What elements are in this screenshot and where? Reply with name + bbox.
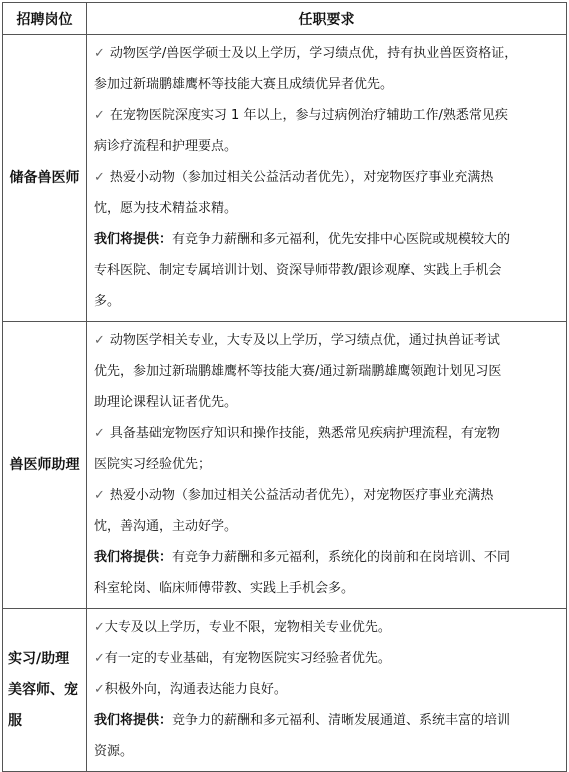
requirement-line: 病诊疗流程和护理要点。 bbox=[94, 139, 238, 154]
requirement-line: ✓ 热爱小动物（参加过相关公益活动者优先），对宠物医疗事业充满热 bbox=[94, 170, 494, 185]
offer-line: 我们将提供：竞争力的薪酬和多元福利、清晰发展通道、系统丰富的培训 bbox=[94, 713, 511, 728]
position-cell bbox=[3, 35, 87, 322]
checkmark-icon: ✓ bbox=[94, 426, 105, 441]
requirement-line: ✓积极外向，沟通表达能力良好。 bbox=[94, 682, 287, 697]
requirement-line: ✓ 动物医学/兽医学硕士及以上学历，学习绩点优，持有执业兽医资格证， bbox=[94, 46, 518, 61]
checkmark-icon: ✓ bbox=[94, 620, 105, 635]
header-requirements: 任职要求 bbox=[87, 3, 567, 35]
offer-label: 我们将提供： bbox=[94, 550, 173, 565]
checkmark-icon: ✓ bbox=[94, 108, 105, 123]
offer-label: 我们将提供： bbox=[94, 232, 173, 247]
requirement-line: 忱，善沟通，主动好学。 bbox=[94, 519, 238, 534]
table-row bbox=[3, 322, 567, 609]
offer-line: 多。 bbox=[94, 294, 121, 309]
requirements-cell bbox=[87, 35, 567, 322]
requirement-line: ✓有一定的专业基础，有宠物医院实习经验者优先。 bbox=[94, 651, 391, 666]
offer-line: 资源。 bbox=[94, 744, 134, 759]
position-name-line: 服 bbox=[8, 712, 22, 729]
position-name: 储备兽医师 bbox=[9, 169, 80, 186]
requirement-line: ✓大专及以上学历，专业不限，宠物相关专业优先。 bbox=[94, 620, 391, 635]
requirement-line: 优先，参加过新瑞鹏雄鹰杯等技能大赛/通过新瑞鹏雄鹰领跑计划见习医 bbox=[94, 364, 502, 379]
requirement-line: ✓ 热爱小动物（参加过相关公益活动者优先），对宠物医疗事业充满热 bbox=[94, 488, 494, 503]
offer-line: 科室轮岗、临床师傅带教、实践上手机会多。 bbox=[94, 581, 355, 596]
checkmark-icon: ✓ bbox=[94, 682, 105, 697]
position-cell bbox=[3, 609, 87, 772]
requirement-line: 忱，愿为技术精益求精。 bbox=[94, 201, 238, 216]
requirement-line: 助理论课程认证者优先。 bbox=[94, 395, 238, 410]
position-name-line: 美容师、宠 bbox=[8, 681, 78, 698]
position-cell bbox=[3, 322, 87, 609]
requirement-line: ✓ 动物医学相关专业，大专及以上学历，学习绩点优，通过执兽证考试 bbox=[94, 333, 500, 348]
checkmark-icon: ✓ bbox=[94, 488, 105, 503]
requirement-line: ✓ 具备基础宠物医疗知识和操作技能，熟悉常见疾病护理流程，有宠物 bbox=[94, 426, 500, 441]
checkmark-icon: ✓ bbox=[94, 170, 105, 185]
requirements-cell bbox=[87, 322, 567, 609]
offer-line: 专科医院、制定专属培训计划、资深导师带教/跟诊观摩、实践上手机会 bbox=[94, 263, 502, 278]
job-table bbox=[2, 2, 567, 772]
offer-line: 我们将提供：有竞争力薪酬和多元福利，系统化的岗前和在岗培训、不同 bbox=[94, 550, 511, 565]
table-row bbox=[3, 609, 567, 772]
offer-line: 我们将提供：有竞争力薪酬和多元福利，优先安排中心医院或规模较大的 bbox=[94, 232, 511, 247]
checkmark-icon: ✓ bbox=[94, 333, 105, 348]
header-row bbox=[3, 3, 567, 35]
requirement-line: 参加过新瑞鹏雄鹰杯等技能大赛且成绩优异者优先。 bbox=[94, 77, 394, 92]
table-row bbox=[3, 35, 567, 322]
requirement-line: 医院实习经验优先； bbox=[94, 457, 212, 472]
requirements-cell bbox=[87, 609, 567, 772]
position-name: 兽医师助理 bbox=[9, 456, 80, 473]
checkmark-icon: ✓ bbox=[94, 651, 105, 666]
offer-label: 我们将提供： bbox=[94, 713, 173, 728]
position-name-line: 实习/助理 bbox=[8, 650, 70, 667]
checkmark-icon: ✓ bbox=[94, 46, 105, 61]
requirement-line: ✓ 在宠物医院深度实习 1 年以上，参与过病例治疗辅助工作/熟悉常见疾 bbox=[94, 108, 508, 123]
header-position: 招聘岗位 bbox=[3, 3, 87, 35]
